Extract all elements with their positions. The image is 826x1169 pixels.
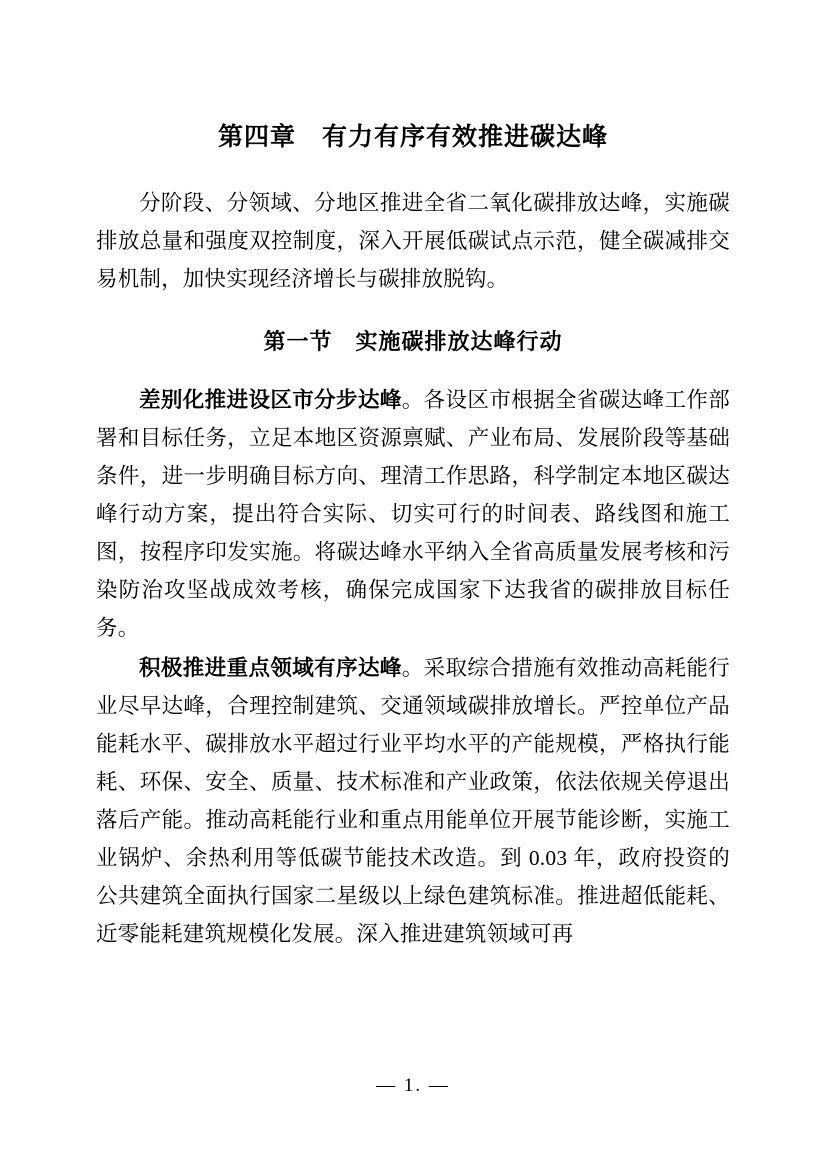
section-title: 第一节 实施碳排放达峰行动 — [263, 329, 563, 354]
paragraph-lead: 积极推进重点领域有序达峰 — [139, 656, 402, 681]
paragraph-text: 。各设区市根据全省碳达峰工作部署和目标任务，立足本地区资源禀赋、产业布局、发展阶段等基础条件，进一步明确目标方向、理清工作思路，科学制定本地区碳达峰行动方案，提出符合实际、切实可行的时间表、路线图和施工图，按程序印发实施。将碳达峰水平纳入全省高质量发展考核和污染防治攻坚战成效考核，确保完成国家下达我省的碳排放目标任务。 — [96, 388, 730, 641]
page-content — [96, 118, 730, 955]
paragraph-text: 。采取综合措施有效推动高耗能行业尽早达峰，合理控制建筑、交通领域碳排放增长。严控单位产品能耗水平、碳排放水平超过行业平均水平的产能规模，严格执行能耗、环保、安全、质量、技术标准和产业政策，依法依规关停退出落后产能。推动高耗能行业和重点用能单位开展节能诊断，实施工业锅炉、余热利用等低碳节能技术改造。到 0.03 年，政府投资的公共建筑全面执行国家二星级以上绿色建筑标准。推进超低能耗、近零能耗建筑规模化发展。深入推进建筑领域可再 — [96, 656, 730, 947]
intro-paragraph: 分阶段、分领域、分地区推进全省二氧化碳排放达峰，实施碳排放总量和强度双控制度，深入开展低碳试点示范，健全碳减排交易机制，加快实现经济增长与碳排放脱钩。 — [96, 191, 730, 291]
paragraph-lead: 差别化推进设区市分步达峰 — [139, 388, 402, 413]
chapter-title: 第四章 有力有序有效推进碳达峰 — [217, 124, 608, 151]
page-footer — [0, 1075, 826, 1097]
page-number: — 1. — — [376, 1075, 450, 1096]
body-paragraph — [96, 381, 730, 647]
body-paragraph — [96, 649, 730, 953]
